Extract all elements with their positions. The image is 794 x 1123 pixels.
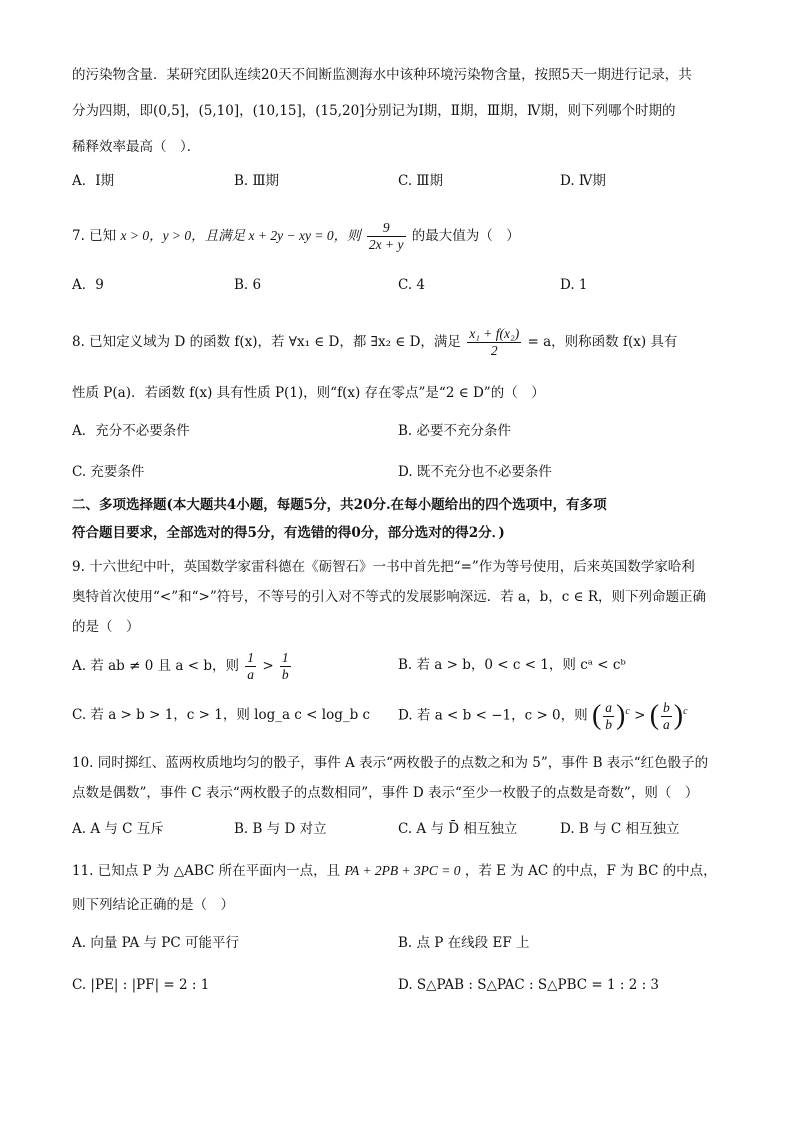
q7-stem-suffix: 的最大值为（ ）: [411, 228, 520, 244]
section-2-heading-line-2: 符合题目要求，全部选对的得5分，有选错的得0分，部分选对的得2分．): [72, 525, 505, 541]
q7-fraction: [367, 220, 406, 253]
q6-line-2: 分为四期，即(0,5]，(5,10]，(10,15]，(15,20]分别记为Ⅰ期，Ⅱ期，Ⅲ期，Ⅳ期，则下列哪个时期的: [72, 103, 676, 119]
q9-option-b[interactable]: B. 若 a > b，0 < c < 1，则 cᵃ < cᵇ: [398, 657, 626, 673]
q11-stem-part-1: 11. 已知点 P 为 △ABC 所在平面内一点，且: [72, 863, 341, 879]
q9-line-2: 奥特首次使用“<”和“>”符号，不等号的引入对不等式的发展影响深远．若 a，b，c ∈ R，则下列命题正确: [72, 589, 707, 605]
q8-option-c[interactable]: C. 充要条件: [72, 464, 145, 480]
q7-condition: x > 0，y > 0，且满足 x + 2y − xy = 0，则: [120, 228, 361, 243]
q7-option-c[interactable]: C. 4: [398, 277, 426, 293]
q7-stem: [72, 216, 520, 256]
q9-option-d-rparen-2: ): [673, 700, 684, 731]
q7-stem-prefix: 7. 已知: [72, 228, 117, 244]
q10-option-a[interactable]: A. A 与 C 互斥: [72, 821, 164, 837]
q9-option-d-f2-num: b: [663, 699, 670, 715]
q9-option-c[interactable]: C. 若 a > b > 1，c > 1，则 log_a c < log_b c: [72, 707, 371, 723]
q6-line-1: 的污染物含量．某研究团队连续20天不间断监测海水中该种环境污染物含量，按照5天一期进行记录，共: [72, 67, 692, 83]
q9-option-a-f1-den: a: [247, 667, 255, 682]
q9-option-d-rparen-1: ): [616, 700, 626, 731]
q7-fraction-denominator: 2x + y: [368, 237, 404, 252]
q7-option-d[interactable]: D. 1: [560, 277, 588, 293]
q9-option-a-gt: >: [262, 658, 274, 674]
q9-option-a-f1-num: 1: [247, 650, 255, 665]
q11-option-c[interactable]: C. |PE| : |PF| = 2 : 1: [72, 977, 210, 993]
q9-option-a-text: A. 若 ab ≠ 0 且 a < b，则: [72, 658, 239, 674]
q7-fraction-numerator: 9: [367, 220, 406, 237]
q10-line-2: 点数是偶数”，事件 C 表示“两枚骰子的点数相同”，事件 D 表示“至少一枚骰子的点数是奇数”，则（ ）: [72, 785, 699, 801]
q11-stem-part-2: ，若 E 为 AC 的中点，F 为 BC 的中点，: [464, 863, 717, 879]
q9-option-a-fraction-1: [245, 650, 256, 683]
q9-option-a[interactable]: [72, 646, 293, 686]
q9-line-3: 的是（ ）: [72, 619, 140, 635]
q10-option-b[interactable]: B. B 与 D 对立: [234, 821, 327, 837]
q8-option-b[interactable]: B. 必要不充分条件: [398, 423, 512, 439]
q11-line-2: 则下列结论正确的是（ ）: [72, 897, 234, 913]
q8-stem-line-1: [72, 322, 677, 362]
q11-vector-equation: PA + 2PB + 3PC = 0: [344, 863, 461, 878]
q8-stem-part-1: 8. 已知定义域为 D 的函数 f(x)，若 ∀x₁ ∈ D，都 ∃x₂ ∈ D，满足: [72, 334, 461, 350]
q8-fraction-denominator: 2: [490, 343, 498, 358]
q9-option-d-f1-num: a: [605, 699, 613, 715]
q9-option-d-fraction-1: [603, 700, 614, 733]
q10-option-d[interactable]: D. B 与 C 相互独立: [560, 821, 680, 837]
q8-fraction: [467, 326, 521, 359]
q9-option-d-lparen-2: (: [649, 700, 660, 731]
q9-option-d-f1-den: b: [605, 716, 613, 732]
q6-option-a[interactable]: A．Ⅰ期: [72, 173, 115, 189]
q7-option-b[interactable]: B. 6: [234, 277, 262, 293]
q8-option-d[interactable]: D. 既不充分也不必要条件: [398, 464, 552, 480]
q7-option-a[interactable]: A．9: [72, 277, 104, 293]
q9-option-a-fraction-2: [280, 650, 291, 683]
q9-option-d-exp-2: c: [683, 706, 688, 717]
q9-option-d-lparen-1: (: [591, 700, 602, 731]
q9-option-a-f2-num: 1: [281, 650, 289, 665]
q9-option-d[interactable]: [398, 692, 688, 736]
q9-option-d-fraction-2: [661, 700, 672, 733]
q6-option-c[interactable]: C. Ⅲ期: [398, 173, 443, 189]
q6-option-b[interactable]: B. Ⅲ期: [234, 173, 280, 189]
q9-option-d-gt: >: [634, 707, 646, 724]
q9-option-a-f2-den: b: [281, 667, 289, 682]
q10-option-c[interactable]: C. A 与 D̄ 相互独立: [398, 821, 518, 837]
q11-option-d[interactable]: D. S△PAB : S△PAC : S△PBC = 1 : 2 : 3: [398, 977, 660, 993]
q8-stem-part-2: = a，则称函数 f(x) 具有: [527, 334, 678, 350]
q10-line-1: 10. 同时掷红、蓝两枚质地均匀的骰子，事件 A 表示“两枚骰子的点数之和为 5”，事件 B 表示“红色骰子的: [72, 755, 709, 771]
q6-line-3: 稀释效率最高（ ）．: [72, 139, 201, 155]
q9-option-d-f2-den: a: [663, 716, 670, 732]
q9-option-d-exp-1: c: [625, 706, 630, 717]
q11-option-b[interactable]: B. 点 P 在线段 EF 上: [398, 935, 530, 951]
q8-fraction-numerator: x₁ + f(x₂): [469, 326, 520, 341]
q8-stem-line-2: 性质 P(a)．若函数 f(x) 具有性质 P(1)，则“f(x) 存在零点”是“2 ∈ D”的（ ）: [72, 385, 545, 401]
q11-line-1: [72, 860, 717, 882]
q6-option-d[interactable]: D. Ⅳ期: [560, 173, 606, 189]
q8-option-a[interactable]: A．充分不必要条件: [72, 423, 190, 439]
q11-option-a[interactable]: A. 向量 PA 与 PC 可能平行: [72, 935, 240, 951]
q9-line-1: 9. 十六世纪中叶，英国数学家雷科德在《砺智石》一书中首先把“=”作为等号使用，后来英国数学家哈利: [72, 559, 695, 575]
section-2-heading-line-1: 二、多项选择题(本大题共4小题，每题5分，共20分.在每小题给出的四个选项中，有多项: [72, 497, 607, 513]
q9-option-d-text: D. 若 a < b < −1，c > 0，则: [398, 707, 588, 724]
